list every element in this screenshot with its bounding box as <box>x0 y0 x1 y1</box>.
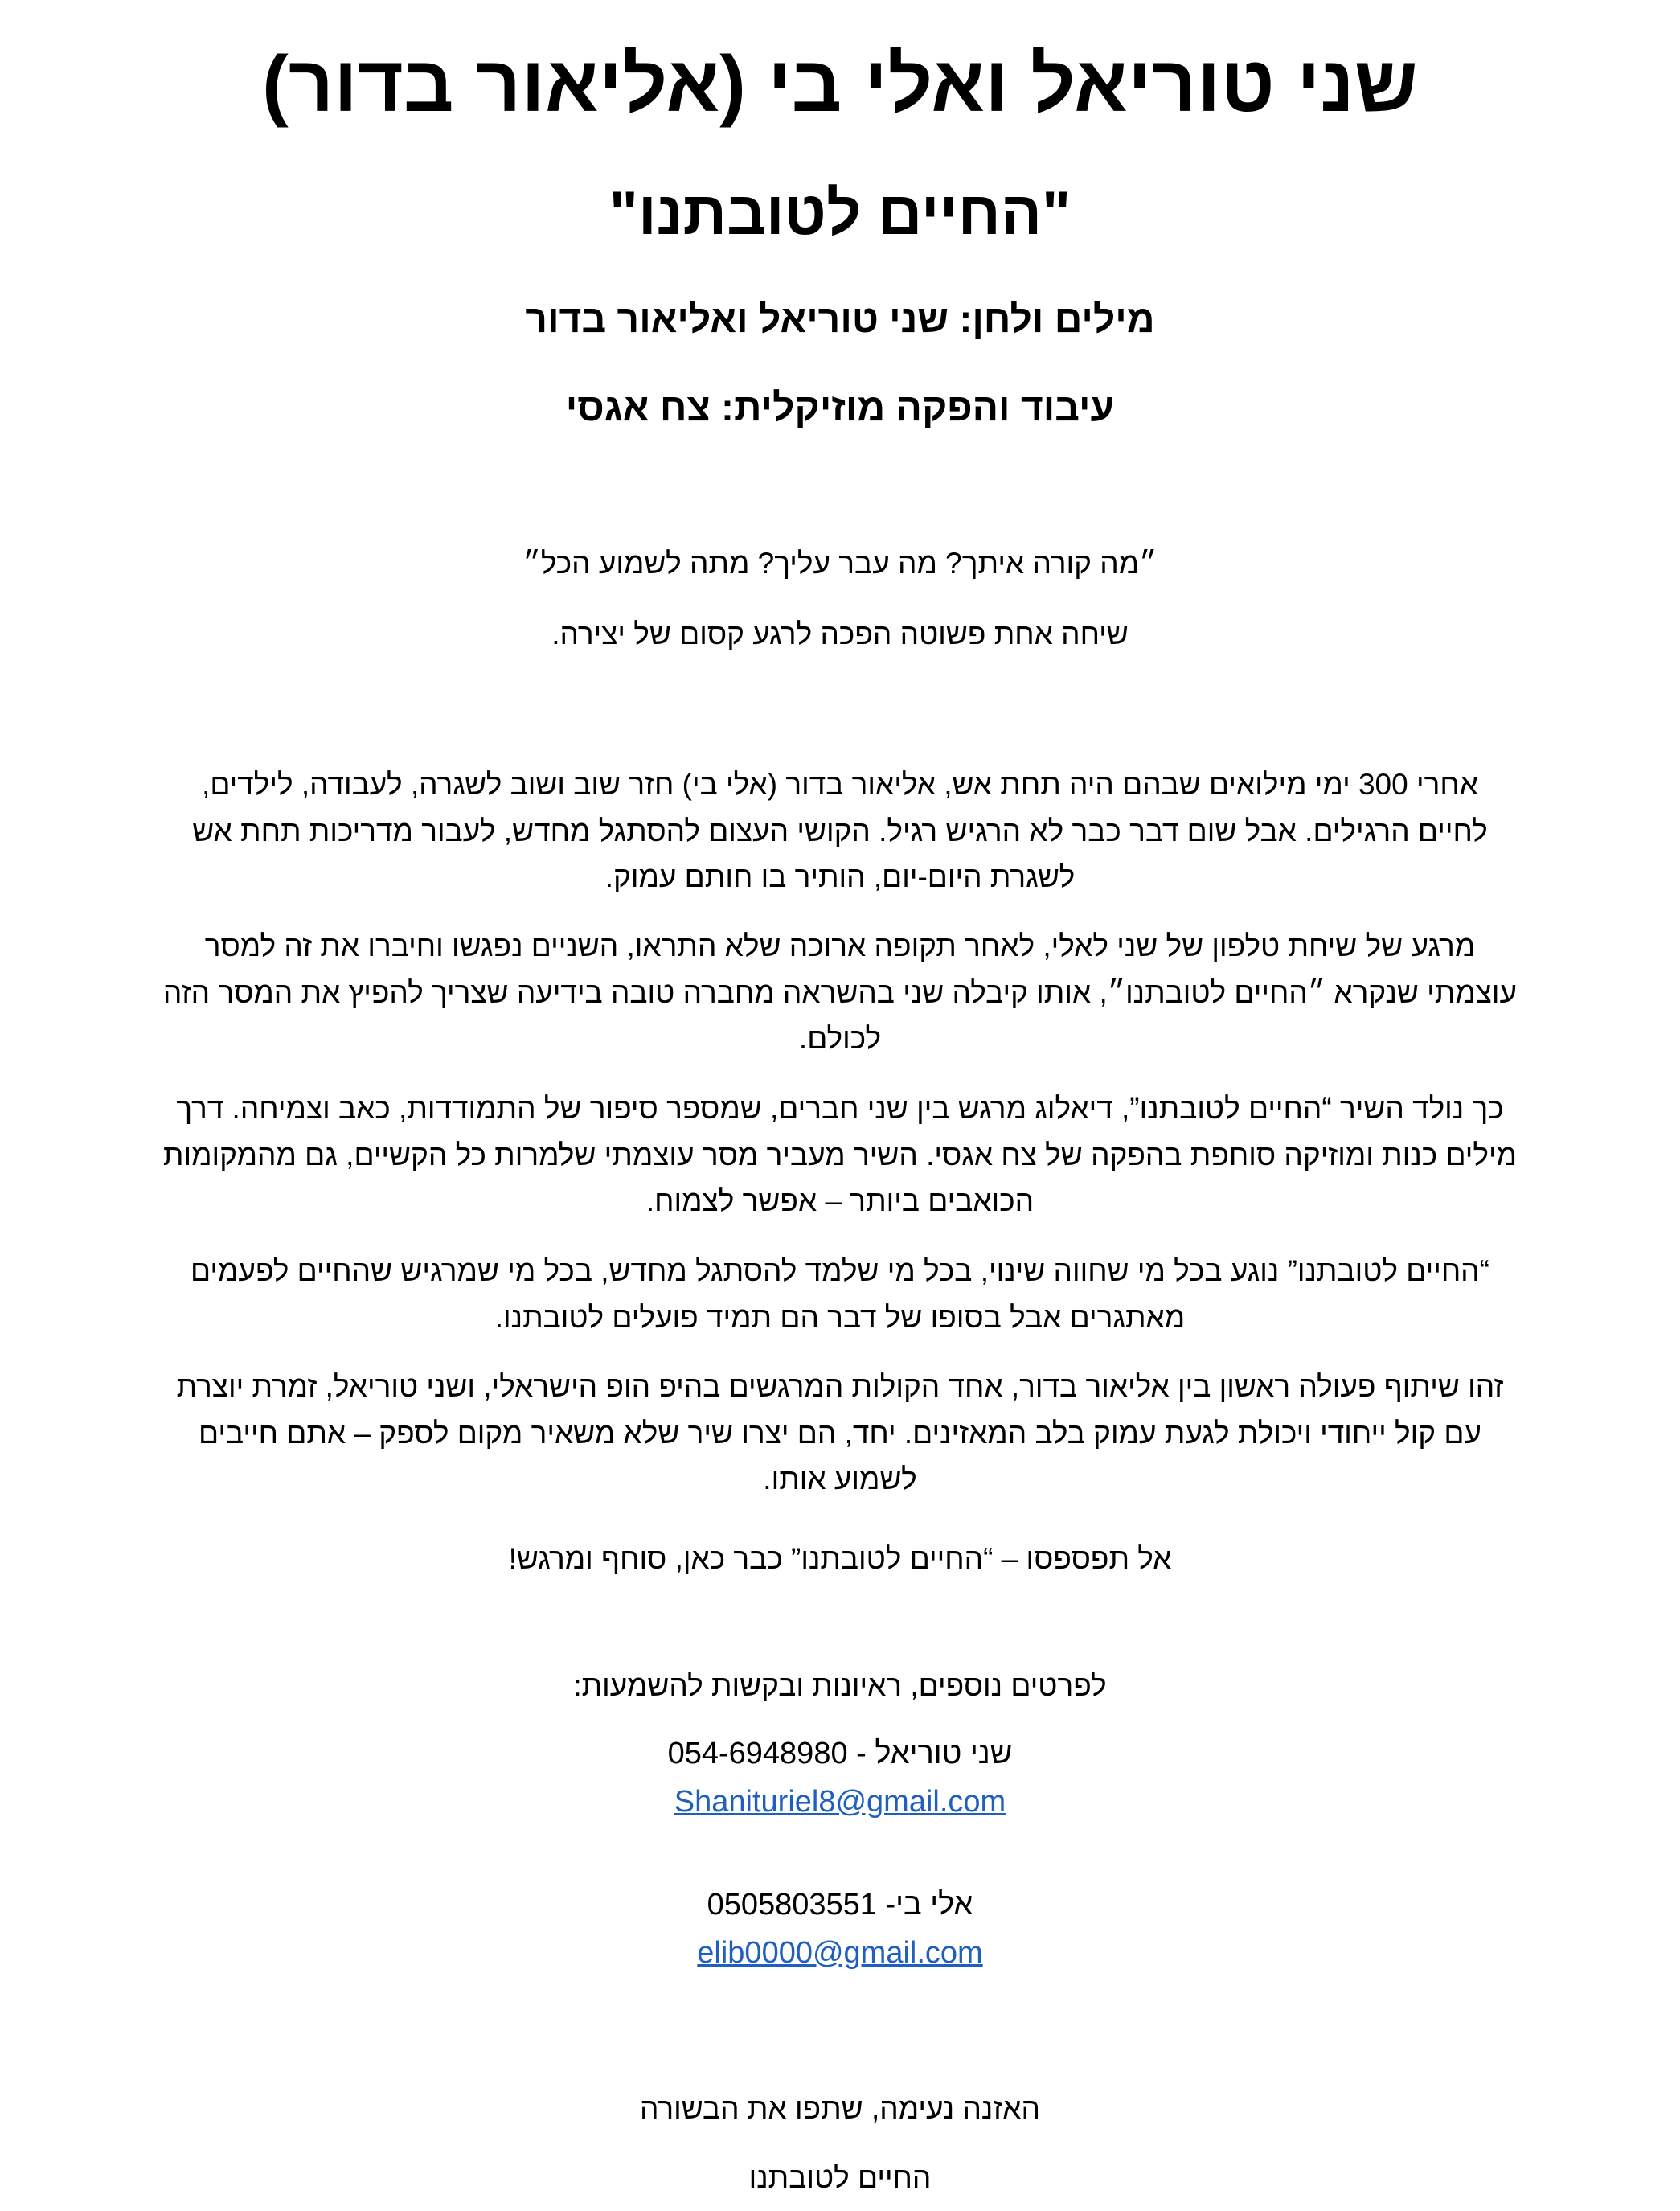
paragraph-line: מרגע של שיחת טלפון של שני לאלי, לאחר תקופה ארוכה שלא התראו, השניים נפגשו וחיברו את זה למסר <box>204 929 1476 962</box>
paragraph-line: מאתגרים אבל בסופו של דבר הם תמיד פועלים לטובתנו. <box>494 1300 1186 1334</box>
footer-tagline: החיים לטובתנו <box>748 2161 932 2194</box>
contacts-heading: לפרטים נוספים, ראיונות ובקשות להשמעות: <box>573 1669 1107 1702</box>
paragraph-2 <box>24 923 1656 1062</box>
contact-eli-email-row <box>0 1936 1680 1971</box>
contact-shani-email-row <box>0 1785 1680 1819</box>
song-title: "החיים לטובתנו" <box>608 179 1072 248</box>
paragraph-line: הכואבים ביותר – אפשר לצמוח. <box>645 1184 1035 1217</box>
closing-line: אל תפספסו – “החיים לטובתנו” כבר כאן, סוחף ומרגש! <box>508 1542 1172 1575</box>
paragraph-line: עם קול ייחודי ויכולת לגעת עמוק בלב המאזינים. יחד, הם יצרו שיר שלא משאיר מקום לספק – אתם חייבים <box>199 1416 1481 1450</box>
paragraph-line: לכולם. <box>798 1022 882 1055</box>
page-title: שני טוריאל ואלי בי (אליאור בדור) <box>262 39 1418 128</box>
paragraph-3 <box>24 1085 1656 1224</box>
paragraph-line: לשגרת היום-יום, הותיר בו חותם עמוק. <box>604 860 1076 893</box>
paragraph-line: “החיים לטובתנו” נוגע בכל מי שחווה שינוי, בכל מי שלמד להסתגל מחדש, בכל מי שמרגיש שהחיים לפעמים <box>191 1254 1489 1287</box>
contact-shani <box>0 1737 1680 1771</box>
paragraph-4 <box>24 1248 1656 1340</box>
paragraph-line: מילים כנות ומוזיקה סוחפת בהפקה של צח אגסי. השיר מעביר מסר עוצמתי שלמרות כל הקשיים, גם מהמקומות <box>162 1138 1518 1171</box>
footer-line: האזנה נעימה, שתפו את הבשורה <box>640 2092 1040 2125</box>
contact-eli <box>0 1888 1680 1922</box>
contact-phone: 0505803551 <box>707 1888 877 1922</box>
paragraph-line: כך נולד השיר “החיים לטובתנו”, דיאלוג מרגש בין שני חברים, שמספר סיפור של התמודדות, כאב וצמיחה. דרך <box>176 1092 1504 1125</box>
email-link[interactable]: Shanituriel8@gmail.com <box>674 1785 1006 1819</box>
contact-name: אלי בי- <box>876 1888 973 1922</box>
credits-words-music: מילים ולחן: שני טוריאל ואליאור בדור <box>525 298 1155 341</box>
paragraph-line: עוצמתי שנקרא ״החיים לטובתנו״, אותו קיבלה שני בהשראה מחברה טובה בידיעה שצריך להפיץ את המסר הזה <box>162 975 1518 1009</box>
intro-quote: ״מה קורה איתך? מה עבר עליך? מתה לשמוע הכל״ <box>522 547 1158 580</box>
intro-line: שיחה אחת פשוטה הפכה לרגע קסום של יצירה. <box>551 617 1129 650</box>
contact-phone: 054-6948980 <box>667 1737 848 1770</box>
paragraph-5 <box>24 1364 1656 1503</box>
paragraph-line: זהו שיתוף פעולה ראשון בין אליאור בדור, אחד הקולות המרגשים בהיפ הופ הישראלי, ושני טוריאל, זמרת יוצרת <box>176 1370 1504 1403</box>
paragraph-line: לחיים הרגילים. אבל שום דבר כבר לא הרגיש רגיל. הקושי העצום להסתגל מחדש, לעבור מדריכות תחת אש <box>192 814 1488 847</box>
email-link[interactable]: elib0000@gmail.com <box>697 1936 983 1970</box>
paragraph-line: אחרי 300 ימי מילואים שבהם היה תחת אש, אליאור בדור (אלי בי) חזר שוב ושוב לשגרה, לעבודה, לילדים, <box>202 768 1478 801</box>
contact-name: שני טוריאל - <box>847 1737 1013 1770</box>
credits-production: עיבוד והפקה מוזיקלית: צח אגסי <box>565 387 1115 429</box>
paragraph-line: לשמוע אותו. <box>763 1462 917 1495</box>
paragraph-1 <box>24 761 1656 900</box>
